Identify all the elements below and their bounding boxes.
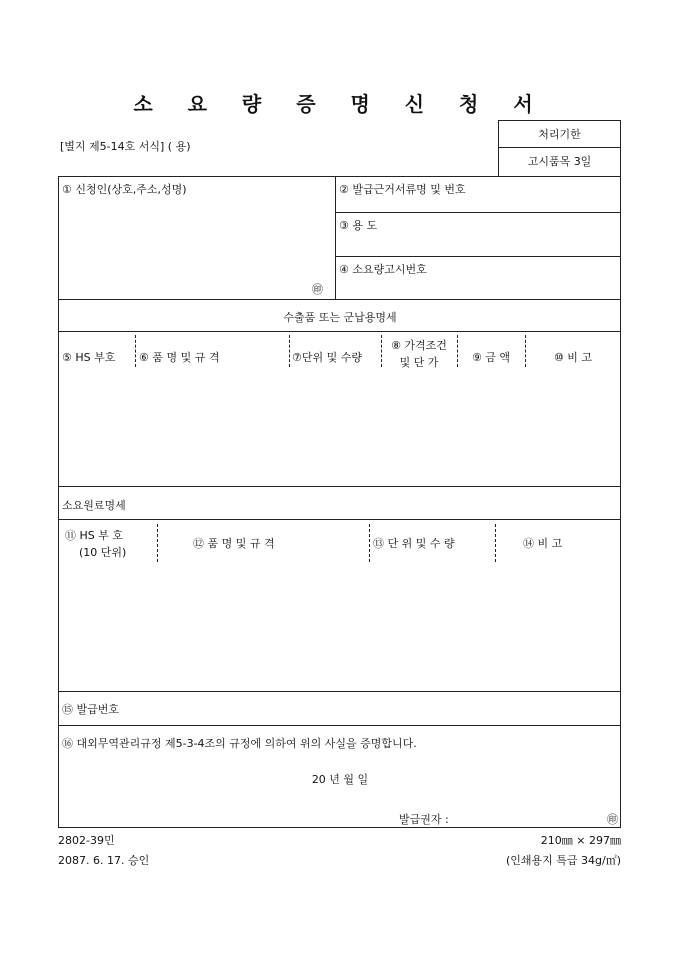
footer-paper: (인쇄용지 특급 34g/㎡): [505, 854, 621, 867]
export-col-amount: ⑨ 금 액: [471, 351, 511, 364]
issue-number-field[interactable]: ⑮ 발급번호: [62, 703, 120, 716]
material-col-unit: ⑬ 단 위 및 수 량: [373, 537, 455, 550]
footer-approval: 2087. 6. 17. 승인: [58, 854, 150, 867]
form-reference: [별지 제5-14호 서식] ( 용): [60, 140, 191, 153]
date-line[interactable]: 20 년 월 일: [311, 773, 369, 786]
application-form: [58, 176, 621, 828]
notice-number-field[interactable]: ④ 소요량고시번호: [339, 263, 427, 276]
processing-value: 고시품목 3일: [527, 155, 592, 168]
purpose-field[interactable]: ③ 용 도: [339, 219, 378, 232]
certification-statement: ⑯ 대외무역관리규정 제5-3-4조의 규정에 의하여 위의 사실을 증명합니다.: [62, 737, 417, 750]
issuer-label: 발급권자 :: [399, 813, 449, 826]
export-section-title: 수출품 또는 군납용명세: [283, 311, 397, 324]
material-col-hs-2: (10 단위): [79, 546, 127, 559]
applicant-seal: ㊞: [312, 283, 323, 296]
material-section-title: 소요원료명세: [62, 499, 126, 512]
export-col-hs: ⑤ HS 부호: [62, 351, 116, 364]
material-col-hs-1: ⑪ HS 부 호: [65, 529, 123, 542]
export-col-unit: ⑦단위 및 수량: [292, 351, 362, 364]
footer-code: 2802-39민: [58, 834, 115, 847]
form-title: 소 요 량 증 명 신 청 서: [133, 92, 547, 116]
material-col-remark: ⑭ 비 고: [523, 537, 563, 550]
document-type-field[interactable]: ② 발급근거서류명 및 번호: [339, 183, 466, 196]
material-col-name: ⑫ 품 명 및 규 격: [193, 537, 275, 550]
export-col-remark: ⑩ 비 고: [553, 351, 593, 364]
applicant-field[interactable]: ① 신청인(상호,주소,성명): [62, 183, 187, 196]
export-col-name: ⑥ 품 명 및 규 격: [139, 351, 220, 364]
issuer-seal: ㊞: [607, 813, 618, 826]
processing-label: 처리기한: [538, 128, 581, 141]
footer-size: 210㎜ × 297㎜: [540, 834, 621, 847]
processing-box: [498, 120, 621, 176]
export-col-price-2: 및 단 가: [399, 356, 439, 369]
export-col-price-1: ⑧ 가격조건: [391, 339, 447, 352]
